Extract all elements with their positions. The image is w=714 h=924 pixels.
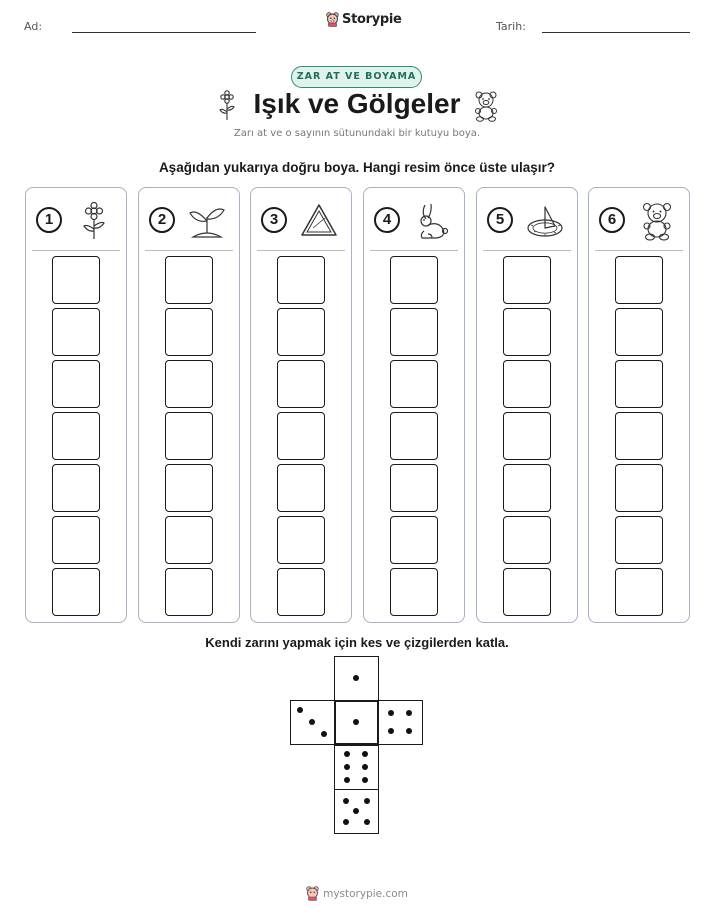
color-box[interactable] [390, 360, 438, 408]
dice-pip [353, 675, 359, 681]
color-box[interactable] [615, 464, 663, 512]
bear-logo-icon [306, 886, 319, 901]
color-box[interactable] [277, 308, 325, 356]
date-line [542, 32, 690, 33]
sundial-icon [525, 201, 565, 241]
column-number: 6 [599, 207, 625, 233]
color-box[interactable] [615, 568, 663, 616]
color-box[interactable] [503, 516, 551, 564]
color-box[interactable] [165, 568, 213, 616]
dice-pip [362, 764, 368, 770]
color-box[interactable] [277, 412, 325, 460]
teddy-bear-icon [472, 90, 500, 122]
prism-icon [299, 201, 339, 241]
color-box[interactable] [390, 412, 438, 460]
date-label: Tarih: [496, 20, 526, 33]
name-line [72, 32, 256, 33]
column-divider [32, 250, 120, 251]
color-box[interactable] [277, 516, 325, 564]
column-header [251, 188, 351, 250]
color-box[interactable] [390, 464, 438, 512]
color-box[interactable] [52, 464, 100, 512]
color-box[interactable] [52, 256, 100, 304]
logo-text: Storypie [342, 12, 402, 27]
column-2 [138, 187, 240, 623]
color-box[interactable] [503, 308, 551, 356]
dice-pip [388, 710, 394, 716]
color-box[interactable] [165, 256, 213, 304]
dice-face-top [334, 656, 379, 701]
dice-pip [344, 764, 350, 770]
color-box[interactable] [390, 256, 438, 304]
color-box[interactable] [165, 464, 213, 512]
column-header [139, 188, 239, 250]
dice-pip [388, 728, 394, 734]
color-box[interactable] [615, 308, 663, 356]
dice-pip [353, 719, 359, 725]
color-box[interactable] [615, 516, 663, 564]
color-box[interactable] [277, 360, 325, 408]
color-box[interactable] [277, 568, 325, 616]
dice-pip [344, 777, 350, 783]
color-box[interactable] [52, 308, 100, 356]
color-box[interactable] [165, 360, 213, 408]
dice-pip [343, 819, 349, 825]
dice-pip [364, 819, 370, 825]
dice-face-lower [334, 745, 379, 790]
color-box[interactable] [503, 568, 551, 616]
color-box[interactable] [52, 516, 100, 564]
color-box[interactable] [165, 308, 213, 356]
dice-pip [364, 798, 370, 804]
flower-icon [74, 201, 114, 241]
column-6 [588, 187, 690, 623]
dice-pip [353, 808, 359, 814]
dice-face-bottom [334, 789, 379, 834]
color-box[interactable] [503, 256, 551, 304]
color-box[interactable] [52, 568, 100, 616]
color-box[interactable] [615, 360, 663, 408]
footer [0, 886, 714, 901]
column-number: 1 [36, 207, 62, 233]
column-3 [250, 187, 352, 623]
color-box[interactable] [390, 568, 438, 616]
column-divider [145, 250, 233, 251]
color-box[interactable] [503, 360, 551, 408]
cut-instruction: Kendi zarını yapmak için kes ve çizgilerden katla. [205, 635, 509, 650]
footer-url: mystorypie.com [323, 887, 408, 900]
dice-pip [309, 719, 315, 725]
color-box[interactable] [390, 308, 438, 356]
dice-face-right [378, 700, 423, 745]
dice-pip [362, 777, 368, 783]
color-box[interactable] [615, 412, 663, 460]
page-title: Işık ve Gölgeler [253, 88, 461, 119]
column-number: 4 [374, 207, 400, 233]
subtitle: Zarı at ve o sayının sütunundaki bir kutuyu boya. [233, 128, 481, 139]
color-box[interactable] [52, 360, 100, 408]
dice-pip [321, 731, 327, 737]
dice-pip [362, 751, 368, 757]
column-divider [257, 250, 345, 251]
activity-badge: ZAR AT VE BOYAMA [291, 66, 422, 88]
color-box[interactable] [165, 516, 213, 564]
column-divider [483, 250, 571, 251]
dice-pip [406, 728, 412, 734]
column-header [364, 188, 464, 250]
column-header [26, 188, 126, 250]
column-5 [476, 187, 578, 623]
column-divider [595, 250, 683, 251]
teddy-bear-icon [637, 201, 677, 241]
bear-logo-icon [326, 12, 339, 27]
column-number: 2 [149, 207, 175, 233]
sprout-icon [187, 201, 227, 241]
column-header [477, 188, 577, 250]
name-label: Ad: [24, 20, 43, 33]
column-number: 3 [261, 207, 287, 233]
dice-pip [297, 707, 303, 713]
column-divider [370, 250, 458, 251]
color-box[interactable] [165, 412, 213, 460]
color-box[interactable] [390, 516, 438, 564]
color-box[interactable] [277, 464, 325, 512]
color-box[interactable] [277, 256, 325, 304]
column-4 [363, 187, 465, 623]
column-1 [25, 187, 127, 623]
dice-face-left [290, 700, 335, 745]
coloring-instruction: Aşağıdan yukarıya doğru boya. Hangi resim önce üste ulaşır? [158, 160, 556, 175]
rabbit-icon [412, 201, 452, 241]
column-number: 5 [487, 207, 513, 233]
color-box[interactable] [503, 412, 551, 460]
dice-pip [344, 751, 350, 757]
dice-face-center [334, 700, 379, 745]
dice-pip [343, 798, 349, 804]
color-box[interactable] [615, 256, 663, 304]
color-box[interactable] [52, 412, 100, 460]
dice-pip [406, 710, 412, 716]
column-header [589, 188, 689, 250]
color-box[interactable] [503, 464, 551, 512]
storypie-logo [326, 12, 402, 27]
